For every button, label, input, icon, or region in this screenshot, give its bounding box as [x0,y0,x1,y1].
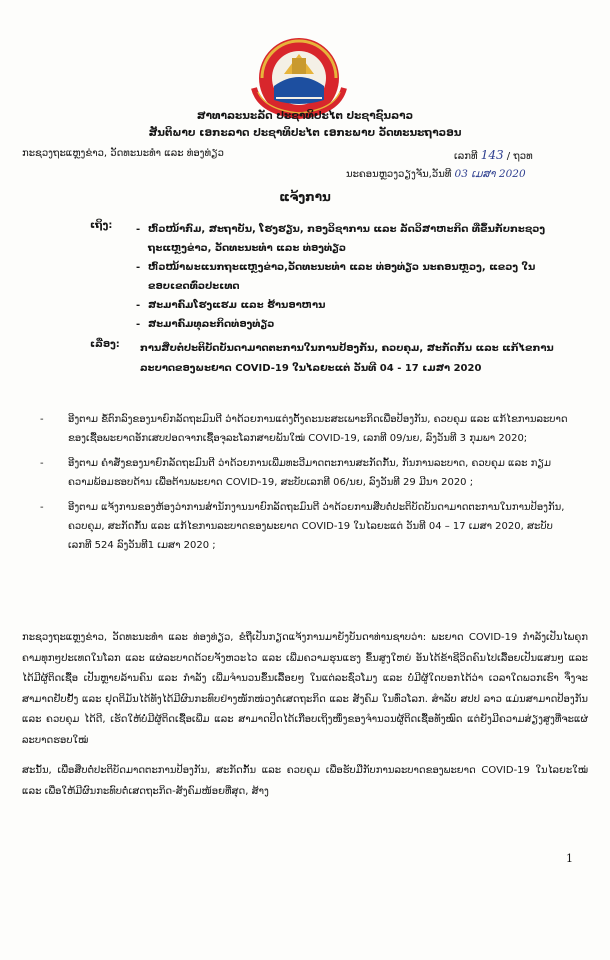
document-number [454,148,533,162]
number-label: ເລກທີ [454,151,478,162]
reference-item: - ອີງຕາມ ແຈ້ງການຂອງຫ້ອງວ່າການສຳນັກງານນາຍົກລັດຖະມົນຕີ ວ່າດ້ວຍການສືບຕໍ່ປະຕິບັດບັນດາມາດຕະການໃນການປ້ອງກັນ, ຄວບຄຸມ, ສະກັດກັ້ນ ແລະ ແກ້ໄຂການລະບາດຂອງພະຍາດ COVID-19 ໃນໄລຍະແຕ່ ວັນທີ 04 – 17 ເມສາ 2020, ສະບັບເລກທີ 524 ລົງວັນທີ1 ເມສາ 2020 ; [40,502,565,551]
number-suffix: / ຖວທ [506,151,533,162]
recipient-item: - ສະມາຄົມທຸລະກິດທ່ອງທ່ຽວ [136,319,275,330]
body-text [22,628,588,810]
subject-text: ການສືບຕໍ່ປະຕິບັດບັນດາມາດຕະການໃນການປ້ອງກັນ, ຄວບຄຸມ, ສະກັດກັ້ນ ແລະ ແກ້ໄຂການລະບາດຂອງພະຍາດ COVID-19 ໃນໄລຍະແຕ່ ວັນທີ 04 - 17 ເມສາ 2020 [140,343,554,374]
number-value: 143 [480,148,504,162]
reference-item: - ອີງຕາມ ຄຳສັ່ງຂອງນາຍົກລັດຖະມົນຕີ ວ່າດ້ວຍການເພີ່ມທະວີມາດຕະການສະກັດກັ້ນ, ກັນການລະບາດ, ຄວບຄຸມ ແລະ ກຽມຄວາມພ້ອມຮອບດ້ານ ເພື່ອຕ້ານພະຍາດ COVID-19, ສະບັບເລກທີ 06/ນຍ, ລົງວັນທີ 29 ມີນາ 2020 ; [40,458,551,488]
national-header-line1: ສາທາລະນະລັດ ປະຊາທິປະໄຕ ປະຊາຊົນລາວ [196,110,414,122]
page-number: 1 [566,852,573,865]
national-emblem-icon [240,28,358,120]
national-motto-line2: ສັນຕິພາບ ເອກະລາດ ປະຊາທິປະໄຕ ເອກະພາບ ວັດທະນະຖາວອນ [148,127,462,139]
body-paragraph: ສະນັ້ນ, ເພື່ອສືບຕໍ່ປະຕິບັດມາດຕະການປ້ອງກັນ, ສະກັດກັ້ນ ແລະ ຄວບຄຸມ ເພື່ອຮັບມືກັບການລະບາດຂອງພະຍາດ COVID-19 ໃນໄລຍະໃໝ່ ແລະ ເພື່ອໃຫ້ມີຜົນກະທົບຕໍ່ເສດຖະກິດ-ສັງຄົມໜ້ອຍທີ່ສຸດ, ສ້າງ [22,765,588,797]
place-date-label: ນະຄອນຫຼວງວຽງຈັນ,ວັນທີ [346,169,452,180]
body-paragraph: ກະຊວງຖະແຫຼງຂ່າວ, ວັດທະນະທຳ ແລະ ທ່ອງທ່ຽວ, ຂໍຖືເປັນກຽດແຈ້ງການມາຍັງບັນດາທ່ານຊາບວ່າ: ພະຍາດ COVID-19 ກຳລັງເປັນໄພຄຸກຄາມທຸກໆປະເທດໃນໂລກ ແລະ ແຜ່ລະບາດດ້ວຍຈັງຫວະໄວ ແລະ ເພີ່ມຄວາມຮຸນແຮງ ຂຶ້ນສູງໃຫຍ່ ອັນໄດ້ຂ້າຊີວິດຄົນໄປເລື້ອຍເປັນແສນໆ ແລະ ໄດ້ມີຜູ້ຕິດເຊື້ອ ເປັນຫຼາຍລ້ານຄົນ ແລະ ກຳລັງ ເພີ່ມຈຳນວນຂຶ້ນເລື້ອຍໆ ໃນແຕ່ລະຊົ່ວໂມງ ແລະ ບໍ່ມີຜູ້ໃດບອກໄດ້ວ່າ ເວລາໃດພວກເຮົາ ຈຶ່ງຈະສາມາດຢັບຢັ້ງ ແລະ ຢຸດຕິມັນໄດ້ທັງໄດ້ມີຜົນກະທົບຢ່າງໜັກໜ່ວງຕໍ່ເສດຖະກິດ ແລະ ສັງຄົມ ໃນທົ່ວໂລກ. ສຳລັບ ສປປ ລາວ ແມ່ນສາມາດປ້ອງກັນ ແລະ ຄວບຄຸມ ໄດ້ດີ, ເຮັດໃຫ້ບໍ່ມີຜູ້ຕິດເຊື້ອເພີ່ມ ແລະ ສາມາດປິດໄດ້ເກືອບເຖິງໜຶ່ງຂອງຈຳນວນຜູ້ຕິດເຊື້ອທັງໝົດ ແຕ່ຍັງມີຄວາມສ່ຽງສູງທີ່ຈະແຜ່ລະບາດຮອບໃໝ່ [22,632,588,746]
date-value: 03 ເມສາ 2020 [454,168,526,180]
recipient-item: - ສະມາຄົມໂຮງແຮມ ແລະ ຮ້ານອາຫານ [136,300,326,311]
place-and-date [346,168,526,180]
recipients-list [136,220,576,334]
references-list [40,410,576,561]
recipient-item: - ຫົວໜ້າກົມ, ສະຖາບັນ, ໂຮງຮຽນ, ກອງວິຊາການ ແລະ ລັດວິສາຫະກິດ ທີ່ຂຶ້ນກັບກະຊວງຖະແຫຼງຂ່າວ, ວັດທະນະທຳ ແລະ ທ່ອງທ່ຽວ [136,224,546,254]
subject-label: ເລື່ອງ: [90,339,120,350]
issuing-ministry: ກະຊວງຖະແຫຼງຂ່າວ, ວັດທະນະທຳ ແລະ ທ່ອງທ່ຽວ [22,148,224,159]
reference-item: - ອີງຕາມ ຂໍ້ຕົກລົງຂອງນາຍົກລັດຖະມົນຕີ ວ່າດ້ວຍການແຕ່ງຕັ້ງຄະນະສະເພາະກິດເພື່ອປ້ອງກັນ, ຄວບຄຸມ ແລະ ແກ້ໄຂການລະບາດຂອງເຊື້ອພະຍາດອັກເສບປອດຈາກເຊື້ອຈຸລະໂລກສາຍພັນໃໝ່ COVID-19, ເລກທີ 09/ນຍ, ລົງວັນທີ 3 ກຸມພາ 2020; [40,414,568,444]
recipients-label: ເຖິງ: [90,220,113,231]
recipient-item: - ຫົວໜ້າພະແນກຖະແຫຼງຂ່າວ,ວັດທະນະທຳ ແລະ ທ່ອງທ່ຽວ ນະຄອນຫຼວງ, ແຂວງ ໃນຂອບເຂດທົ່ວປະເທດ [136,262,536,292]
document-title: ແຈ້ງການ [279,190,331,204]
